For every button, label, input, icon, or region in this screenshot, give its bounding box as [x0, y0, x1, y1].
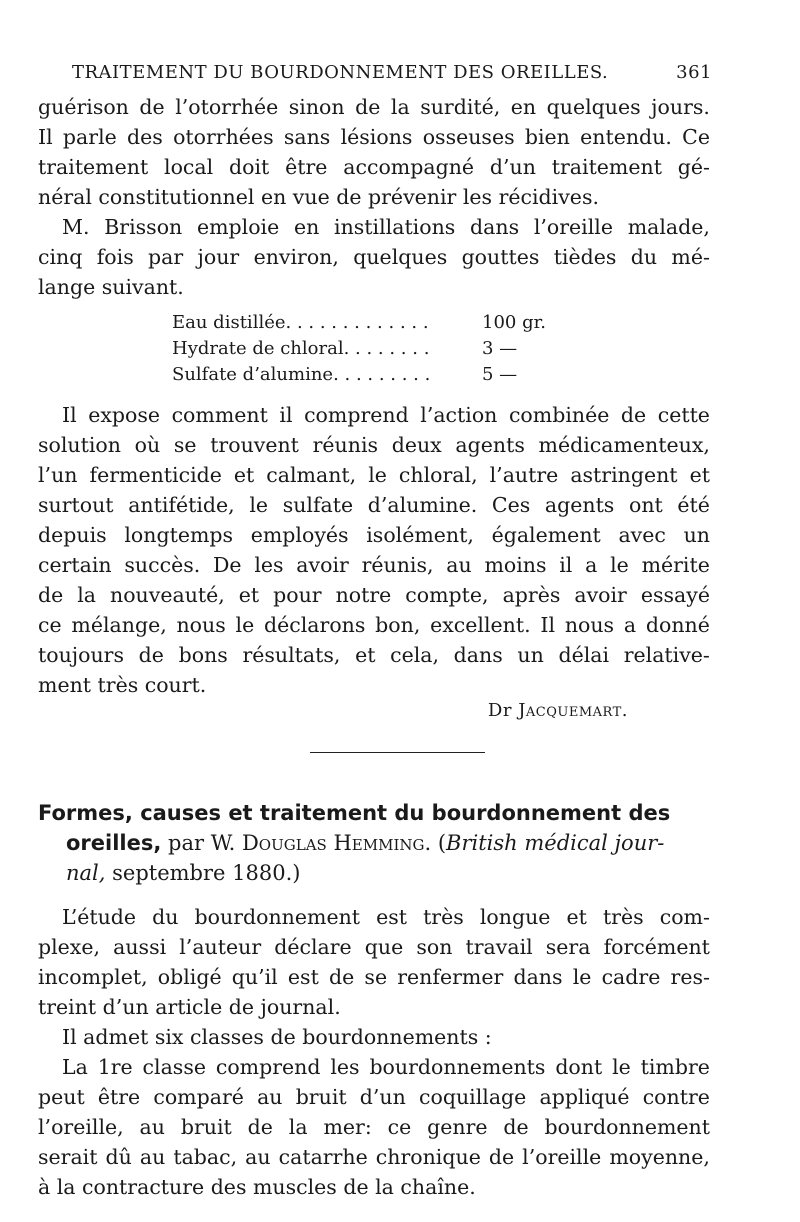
word: Brisson — [104, 215, 183, 239]
word: environ, — [253, 245, 339, 269]
word: essayé — [640, 583, 710, 607]
word: forcément — [603, 935, 710, 959]
paragraph-2 — [38, 212, 710, 302]
word: son — [416, 935, 453, 959]
word: nouveauté, — [110, 583, 225, 607]
word: Ce — [682, 125, 710, 149]
word: expose — [88, 403, 161, 427]
heading-line-2 — [38, 828, 718, 858]
word: la — [77, 583, 97, 607]
word: l’oreille — [533, 215, 613, 239]
text-line — [38, 490, 710, 520]
word: un — [683, 523, 710, 547]
word: isolément, — [366, 523, 474, 547]
word: a — [623, 613, 637, 637]
word: excellent. — [430, 613, 531, 637]
word: très — [602, 905, 644, 929]
paragraph-3 — [38, 400, 710, 700]
word: chronique — [375, 1145, 481, 1169]
running-title: TRAITEMENT DU BOURDONNEMENT DES OREILLES. — [72, 62, 609, 83]
word: renfermer — [397, 965, 504, 989]
word: il — [559, 553, 573, 577]
heading-author: Douglas Hemming. — [241, 831, 432, 855]
heading-bold-part: oreilles, — [66, 831, 162, 855]
paragraph-1 — [38, 92, 710, 212]
word: gouttes — [461, 245, 540, 269]
word: depuis — [38, 523, 107, 547]
heading-source-2: nal, — [66, 861, 106, 885]
word: sinon — [288, 95, 345, 119]
word: est — [376, 905, 407, 929]
word: sera — [545, 935, 591, 959]
word: sans — [283, 125, 331, 149]
word: est — [287, 965, 319, 989]
word: La — [62, 1055, 88, 1079]
page-number: 361 — [676, 62, 712, 83]
word: être — [285, 155, 328, 179]
word: au — [139, 1145, 166, 1169]
word: dans — [453, 643, 503, 667]
word: lésions — [340, 125, 413, 149]
recipe-qty: 5 — — [482, 364, 518, 385]
word: solution — [38, 433, 121, 457]
word: de — [247, 1115, 273, 1139]
word: comprend — [215, 1055, 321, 1079]
word: au — [245, 1145, 271, 1169]
word: le — [249, 493, 269, 517]
word: des — [127, 125, 163, 149]
word: que — [364, 935, 404, 959]
word: coquillage — [419, 1085, 527, 1109]
word: sulfate — [282, 493, 354, 517]
word: un — [517, 643, 544, 667]
word: dont — [555, 1055, 603, 1079]
word: du — [630, 245, 658, 269]
text-line — [38, 212, 710, 242]
word: surdité, — [420, 95, 501, 119]
word: après — [502, 583, 561, 607]
recipe-row — [172, 310, 572, 336]
word: emploie — [196, 215, 280, 239]
word: au — [446, 553, 472, 577]
word: jour — [197, 245, 240, 269]
word: être — [97, 1085, 141, 1109]
heading-line-3 — [38, 858, 718, 888]
heading-by: par W. — [161, 831, 242, 855]
text-line: néral constitutionnel en vue de prévenir les récidives. — [38, 185, 599, 209]
heading-line-1: Formes, causes et traitement du bourdonnement des — [38, 801, 671, 825]
word: l’autre — [489, 463, 559, 487]
word: bon, — [375, 613, 421, 637]
word: où — [134, 433, 161, 457]
word: serait — [38, 1145, 98, 1169]
word: otorrhées — [173, 125, 274, 149]
word: l’action — [420, 403, 498, 427]
word: bien — [524, 125, 570, 149]
word: astringent — [570, 463, 678, 487]
word: osseuses — [422, 125, 515, 149]
recipe-item: Hydrate de chloral. . . . . . . . — [172, 338, 430, 359]
word: d’un — [359, 1085, 406, 1109]
paragraph-6 — [38, 1052, 710, 1202]
word: bruit — [180, 1115, 232, 1139]
word: et — [238, 583, 260, 607]
word: timbre — [640, 1055, 710, 1079]
word: les — [330, 1055, 360, 1079]
word: l’un — [38, 463, 78, 487]
word: et — [355, 643, 376, 667]
word: moins — [484, 553, 547, 577]
word: été — [677, 493, 710, 517]
text-line — [38, 1112, 710, 1142]
text-line — [38, 610, 710, 640]
word: jours. — [651, 95, 710, 119]
word: mer: — [323, 1115, 372, 1139]
text-line: à la contracture des muscles de la chaîne. — [38, 1175, 476, 1199]
heading-paren: ( — [431, 831, 447, 855]
word: l’oreille, — [38, 1115, 124, 1139]
word: de — [328, 965, 355, 989]
word: comparé — [153, 1085, 244, 1109]
text-line — [38, 400, 710, 430]
word: le — [368, 463, 387, 487]
word: parle — [62, 125, 117, 149]
text-line — [38, 122, 710, 152]
text-line: treint d’un article de journal. — [38, 995, 341, 1019]
text-line — [38, 1082, 710, 1112]
word: d’alumine. — [367, 493, 478, 517]
text-line — [38, 902, 710, 932]
word: com- — [659, 905, 710, 929]
text-line: lange suivant. — [38, 275, 184, 299]
word: ce — [38, 613, 62, 637]
word: cela, — [390, 643, 440, 667]
word: incomplet, — [38, 965, 148, 989]
word: de — [620, 403, 647, 427]
word: au — [139, 1115, 165, 1139]
word: M. — [62, 215, 90, 239]
text-line — [38, 932, 710, 962]
word: ce — [387, 1115, 412, 1139]
word: Il — [540, 613, 556, 637]
word: dans — [470, 215, 520, 239]
word: travail — [465, 935, 533, 959]
word: en — [510, 95, 537, 119]
section-divider — [310, 752, 485, 753]
word: succès. — [124, 553, 201, 577]
word: déclare — [274, 935, 352, 959]
word: trouvent — [210, 433, 299, 457]
text-line — [38, 460, 710, 490]
text-line — [38, 520, 710, 550]
word: déclarons — [264, 613, 366, 637]
heading-date: septembre 1880.) — [105, 861, 301, 885]
paragraph-5 — [38, 1022, 710, 1052]
word: avec — [618, 523, 666, 547]
paragraph-4 — [38, 902, 710, 1022]
word: de — [355, 95, 381, 119]
word: notre — [335, 583, 392, 607]
word: se — [364, 965, 388, 989]
word: la — [288, 1115, 308, 1139]
word: le — [235, 613, 255, 637]
text-line — [38, 640, 710, 670]
word: l’otorrhée — [175, 95, 279, 119]
word: employés — [250, 523, 349, 547]
running-header — [72, 62, 712, 83]
word: dû — [105, 1145, 132, 1169]
text-line — [38, 430, 710, 460]
word: mélange, — [71, 613, 167, 637]
author-signature — [488, 700, 628, 721]
word: cinq — [38, 245, 83, 269]
article-heading — [38, 798, 718, 888]
word: par — [148, 245, 184, 269]
word: compte, — [405, 583, 489, 607]
word: obligé — [157, 965, 222, 989]
word: le — [610, 553, 629, 577]
word: en — [293, 215, 320, 239]
word: de — [139, 95, 165, 119]
recipe-row — [172, 336, 572, 362]
word: peut — [38, 1085, 85, 1109]
word: dans — [513, 965, 563, 989]
word: avoir — [574, 583, 627, 607]
word: aussi — [113, 935, 167, 959]
word: et — [689, 463, 710, 487]
word: l’oreille — [522, 1145, 602, 1169]
signature-prefix: Dr — [487, 700, 512, 721]
word: accompagné — [343, 155, 475, 179]
word: appliqué — [539, 1085, 630, 1109]
signature-name: Jacquemart. — [518, 700, 628, 721]
word: agents — [544, 493, 615, 517]
word: longtemps — [124, 523, 234, 547]
word: agents — [455, 433, 525, 457]
word: d’un — [489, 155, 536, 179]
word: nous — [176, 613, 226, 637]
word: qu’il — [231, 965, 278, 989]
word: tabac, — [173, 1145, 238, 1169]
word: pour — [273, 583, 322, 607]
word: malade, — [627, 215, 710, 239]
word: entendu. — [580, 125, 672, 149]
word: bourdonnement — [194, 905, 361, 929]
word: L’étude — [62, 905, 137, 929]
word: a — [585, 553, 598, 577]
word: très — [423, 905, 464, 929]
word: les — [254, 553, 284, 577]
word: de — [488, 1145, 515, 1169]
recipe-row — [172, 362, 572, 388]
word: longue — [479, 905, 551, 929]
text-line: ment très court. — [38, 673, 207, 697]
recipe-item: Eau distillée. . . . . . . . . . . . . — [172, 312, 429, 333]
text-line — [38, 1052, 710, 1082]
word: il — [279, 403, 293, 427]
word: relative- — [623, 643, 710, 667]
word: de — [38, 583, 64, 607]
word: fermenticide — [89, 463, 222, 487]
word: réunis, — [361, 553, 434, 577]
word: contre — [642, 1085, 710, 1109]
word: instillations — [334, 215, 456, 239]
recipe-qty: 3 — — [482, 338, 518, 359]
word: local — [164, 155, 214, 179]
recipe-table — [172, 310, 572, 388]
word: comprend — [304, 403, 409, 427]
word: de — [503, 1115, 529, 1139]
text-line — [38, 152, 710, 182]
word: avoir — [296, 553, 349, 577]
word: quelques — [353, 245, 448, 269]
word: la — [390, 95, 410, 119]
word: résultats, — [242, 643, 341, 667]
word: mé- — [671, 245, 710, 269]
word: chloral, — [398, 463, 478, 487]
word: l’auteur — [179, 935, 262, 959]
word: bourdonnements — [369, 1055, 546, 1079]
word: gé- — [677, 155, 710, 179]
word: surtout — [38, 493, 114, 517]
word: De — [213, 553, 242, 577]
word: moyenne, — [609, 1145, 710, 1169]
word: bruit — [295, 1085, 347, 1109]
word: fois — [96, 245, 134, 269]
word: catarrhe — [278, 1145, 368, 1169]
word: et — [233, 463, 255, 487]
word: cette — [657, 403, 710, 427]
recipe-qty: 100 gr. — [482, 312, 546, 333]
text-line — [38, 242, 710, 272]
text-line — [38, 580, 710, 610]
word: réunis — [312, 433, 379, 457]
word: doit — [229, 155, 270, 179]
word: médicamenteux, — [538, 433, 710, 457]
word: au — [257, 1085, 283, 1109]
text-line — [38, 92, 710, 122]
word: cadre — [601, 965, 661, 989]
word: le — [612, 1055, 631, 1079]
word: 1re — [97, 1055, 133, 1079]
word: ont — [628, 493, 663, 517]
word: certain — [38, 553, 112, 577]
word: tièdes — [553, 245, 617, 269]
word: deux — [391, 433, 442, 457]
word: plexe, — [38, 935, 101, 959]
word: toujours — [38, 643, 125, 667]
word: le — [572, 965, 592, 989]
word: bons — [178, 643, 228, 667]
word: calmant, — [266, 463, 357, 487]
text-line — [38, 550, 710, 580]
word: quelques — [546, 95, 641, 119]
word: de — [138, 643, 164, 667]
word: mérite — [641, 553, 710, 577]
word: traitement — [551, 155, 662, 179]
word: Ces — [491, 493, 531, 517]
word: antifétide, — [128, 493, 235, 517]
word: res- — [670, 965, 710, 989]
word: Il — [62, 403, 77, 427]
word: du — [152, 905, 179, 929]
text-line — [38, 1142, 710, 1172]
word: traitement — [38, 155, 149, 179]
word: se — [173, 433, 197, 457]
word: Il — [38, 125, 53, 149]
word: donné — [645, 613, 710, 637]
recipe-item: Sulfate d’alumine. . . . . . . . . — [172, 364, 431, 385]
word: également — [491, 523, 601, 547]
word: délai — [558, 643, 610, 667]
word: comment — [171, 403, 268, 427]
text-line: Il admet six classes de bourdonnements : — [62, 1025, 492, 1049]
word: combinée — [508, 403, 610, 427]
heading-source: British médical jour- — [446, 831, 665, 855]
word: nous — [564, 613, 615, 637]
word: genre — [427, 1115, 488, 1139]
word: bourdonnement — [544, 1115, 710, 1139]
text-line — [38, 962, 710, 992]
word: et — [566, 905, 587, 929]
word: guérison — [38, 95, 129, 119]
word: classe — [142, 1055, 206, 1079]
